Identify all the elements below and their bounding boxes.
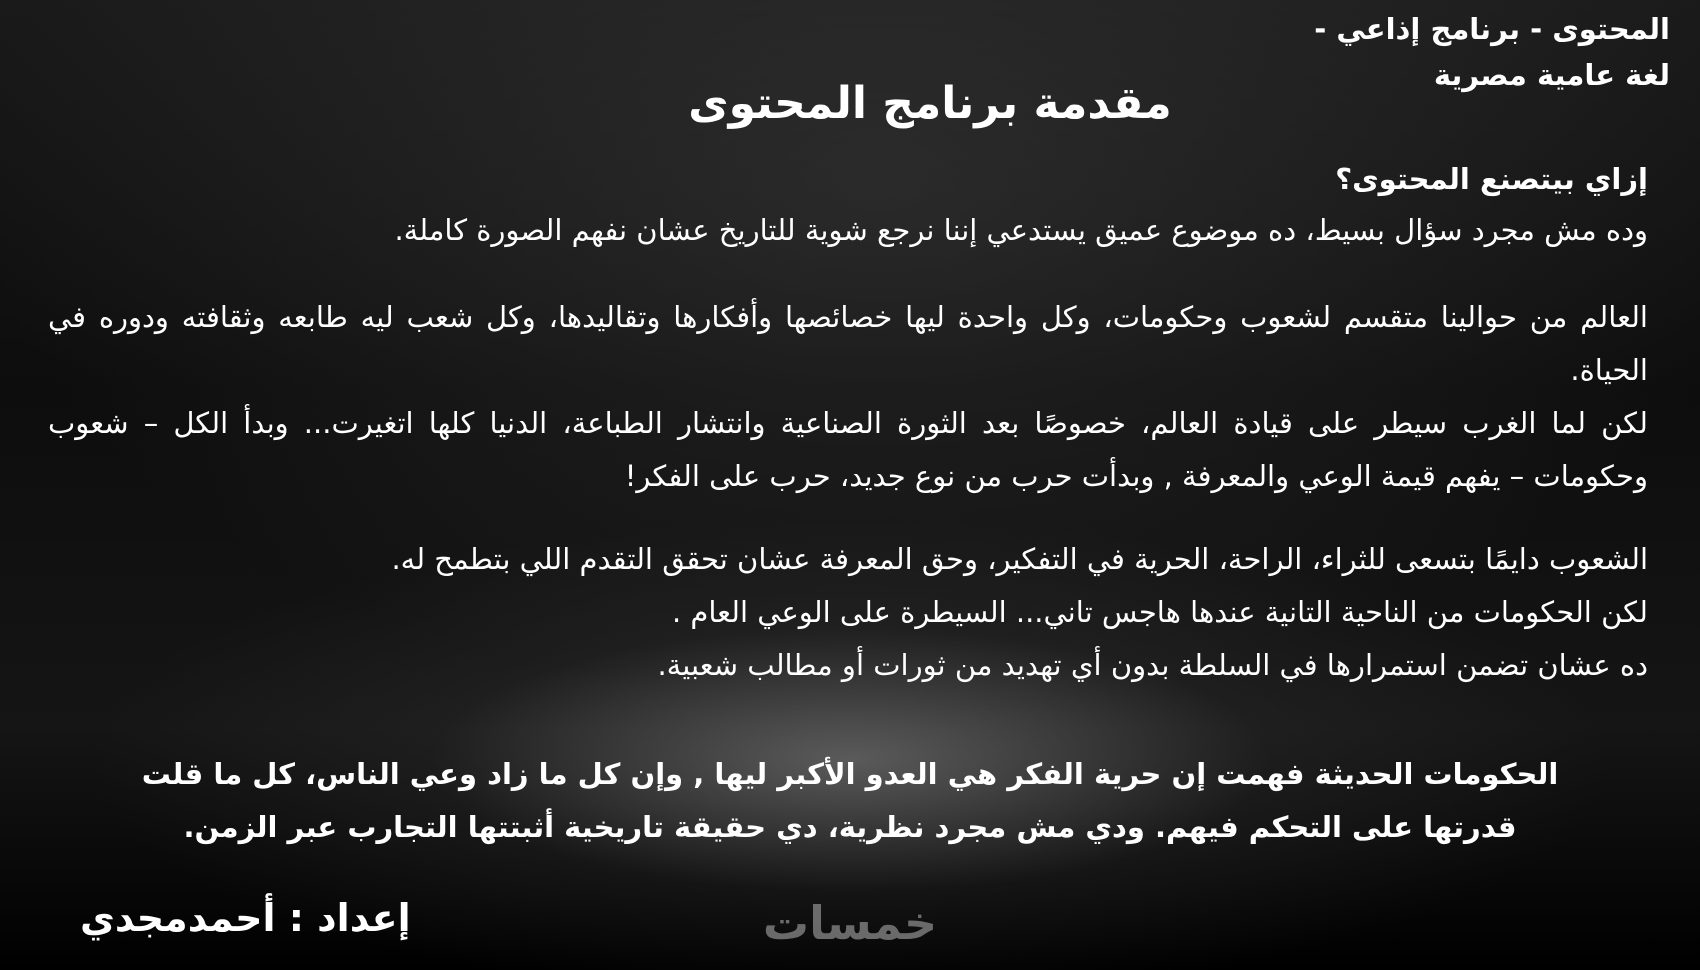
paragraph-peoples-line1: الشعوب دايمًا بتسعى للثراء، الراحة، الحرية في التفكير، وحق المعرفة عشان تحقق التقدم اللي بتطمح له.	[391, 542, 1648, 576]
watermark-text: خمسات	[762, 896, 938, 950]
paragraph-peoples-line2: لكن الحكومات من الناحية التانية عندها هاجس تاني... السيطرة على الوعي العام .	[671, 595, 1648, 629]
paragraph-peoples-line3: ده عشان تضمن استمرارها في السلطة بدون أي تهديد من ثورات أو مطالب شعبية.	[657, 648, 1648, 682]
question-heading: إزاي بيتصنع المحتوى؟	[1335, 162, 1648, 196]
paragraph-west: لكن لما الغرب سيطر على قيادة العالم، خصوصًا بعد الثورة الصناعية وانتشار الطباعة، الدنيا كلها اتغيرت... وبدأ الكل – شعوب وحكومات – يفهم قيمة الوعي والمعرفة , وبدأت حرب من نوع جديد، حرب على الفكر!	[48, 406, 1648, 493]
author-credit: إعداد : أحمدمجدي	[80, 896, 411, 940]
program-label	[1314, 6, 1670, 98]
khamsat-logo-watermark	[745, 893, 955, 953]
conclusion-line2: قدرتها على التحكم فيهم. ودي مش مجرد نظرية، دي حقيقة تاريخية أثبتتها التجارب عبر الزمن.	[183, 810, 1517, 844]
paragraph-world: العالم من حوالينا متقسم لشعوب وحكومات، وكل واحدة ليها خصائصها وأفكارها وتقاليدها، وكل شعب ليه طابعه وثقافته ودوره في الحياة.	[48, 300, 1648, 387]
intro-paragraph: وده مش مجرد سؤال بسيط، ده موضوع عميق يستدعي إننا نرجع شوية للتاريخ عشان نفهم الصورة كاملة.	[394, 213, 1648, 247]
program-label-line1: المحتوى - برنامج إذاعي -	[1314, 12, 1670, 46]
body-text	[48, 154, 1648, 692]
page-title: مقدمة برنامج المحتوى	[688, 78, 1172, 129]
conclusion-line1: الحكومات الحديثة فهمت إن حرية الفكر هي العدو الأكبر ليها , وإن كل ما زاد وعي الناس، كل ما قلت	[141, 757, 1559, 791]
khamsat-logo-icon	[745, 893, 955, 953]
conclusion-text	[50, 748, 1650, 854]
program-label-line2: لغة عامية مصرية	[1433, 58, 1670, 92]
